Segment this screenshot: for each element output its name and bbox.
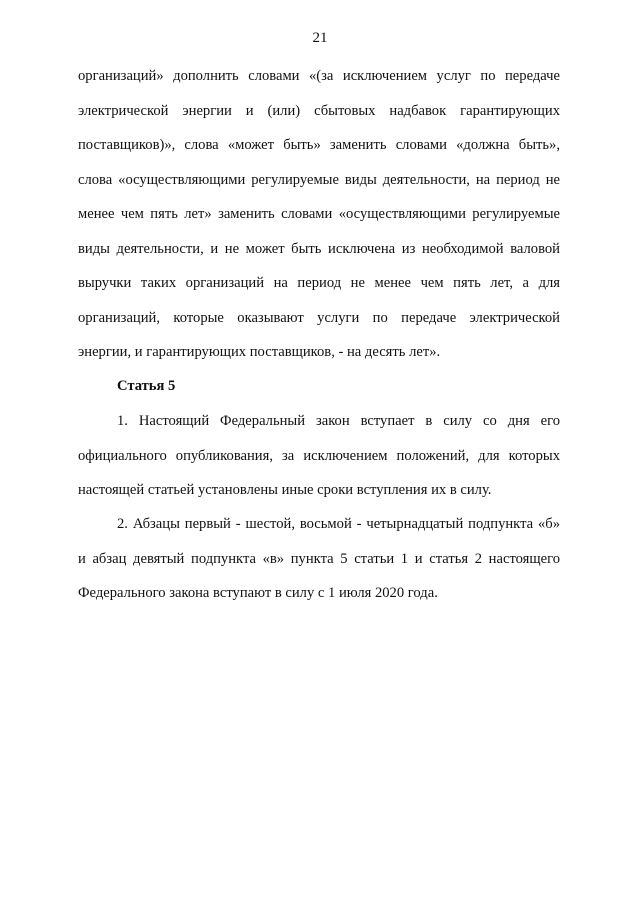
text-line: 1. Настоящий Федеральный закон вступает в силу со дня его	[117, 413, 560, 429]
text-line: организаций» дополнить словами «(за исключением услуг по передаче	[78, 68, 560, 84]
paragraph-continuation	[78, 59, 560, 370]
article-heading: Статья 5	[117, 378, 176, 394]
text-line: поставщиков)», слова «может быть» заменить словами «должна быть»,	[78, 137, 560, 153]
text-line: электрической энергии и (или) сбытовых надбавок гарантирующих	[78, 102, 560, 119]
text-line: и абзац девятый подпункта «в» пункта 5 статьи 1 и статья 2 настоящего	[78, 550, 560, 567]
article-heading-block	[78, 369, 560, 404]
paragraph-item-1	[78, 404, 560, 508]
text-line: виды деятельности, и не может быть исключена из необходимой валовой	[78, 240, 560, 257]
text-line: менее чем пять лет» заменить словами «осуществляющими регулируемые	[78, 206, 560, 222]
text-line: 2. Абзацы первый - шестой, восьмой - четырнадцатый подпункта «б»	[117, 516, 560, 532]
page-number: 21	[312, 30, 328, 46]
text-line: выручки таких организаций на период не менее чем пять лет, а для	[78, 275, 560, 291]
paragraph-item-2	[78, 507, 560, 611]
text-line: организаций, которые оказывают услуги по передаче электрической	[78, 309, 560, 326]
text-line: настоящей статьей установлены иные сроки вступления их в силу.	[78, 482, 492, 498]
text-line: слова «осуществляющими регулируемые виды деятельности, на период не	[78, 171, 560, 188]
text-line: официального опубликования, за исключением положений, для которых	[78, 447, 560, 464]
text-line: Федерального закона вступают в силу с 1 июля 2020 года.	[78, 585, 438, 601]
text-line: энергии, и гарантирующих поставщиков, - на десять лет».	[78, 344, 441, 360]
